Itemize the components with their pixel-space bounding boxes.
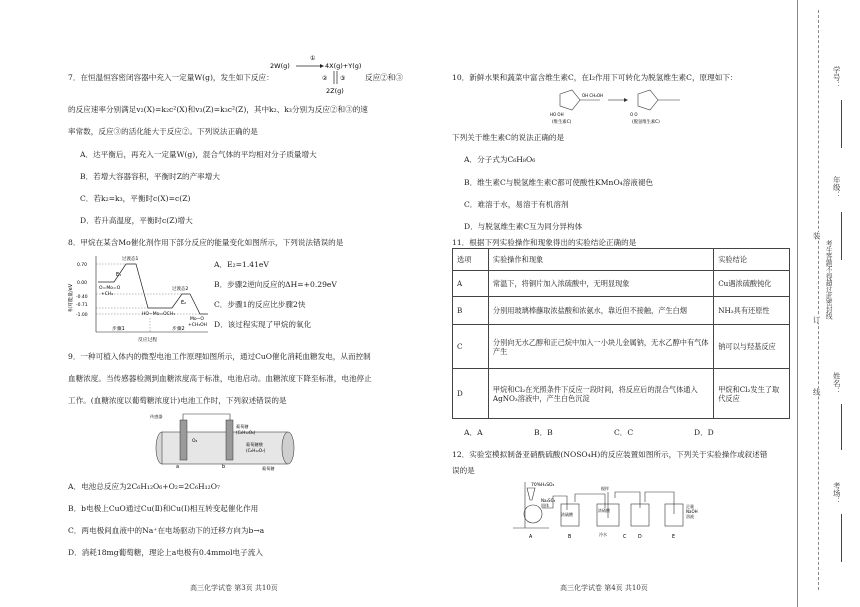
- seal-char-2: 订: [812, 316, 822, 324]
- q11-table: [452, 248, 790, 419]
- table-cell: 分别向无水乙醇和正己烷中加入一小块儿金属钠，无水乙醇中有气体产生: [488, 325, 713, 369]
- q8-option-d: D．该过程实现了甲烷的氧化: [214, 320, 312, 329]
- tick-neg1.00: -1.00: [76, 313, 88, 318]
- table-header: 实验操作和现象: [488, 249, 713, 271]
- wire: [183, 414, 230, 420]
- graph-xlabel: 反应过程: [138, 338, 158, 343]
- table-cell: C: [453, 325, 489, 369]
- label-s3b: +CH₃OH: [188, 323, 208, 328]
- label-A: A: [529, 535, 533, 540]
- seal-line: [818, 10, 819, 590]
- q7-line2: 的反应速率分别满足v₂(X)=k₂c²(X)和v₃(Z)=k₃c²(Z)，其中k₂、k₃分别为反应②和③的速: [68, 105, 368, 114]
- q9-option-a: A．电池总反应为2C₆H₁₂O₆+O₂=2C₆H₁₂O₇: [68, 482, 220, 491]
- q9-battery-figure: [150, 412, 300, 472]
- label-step1: 步骤1: [112, 327, 125, 332]
- q10-option-a: A．分子式为C₆H₈O₆: [464, 155, 536, 164]
- field-room-input[interactable]: [841, 514, 842, 562]
- vc-ring: [560, 90, 580, 110]
- field-room-label: 考场：: [832, 482, 842, 505]
- q12-apparatus: [505, 478, 705, 542]
- label-cold: 冷水: [599, 532, 607, 537]
- scheme-w: 2W(g): [270, 62, 290, 70]
- label-ts1: 过渡态1: [122, 257, 139, 262]
- table-cell: D: [453, 369, 489, 419]
- label-E: E: [672, 535, 676, 540]
- scheme-z: 2Z(g): [326, 87, 344, 95]
- label-D: D: [638, 535, 642, 540]
- electrode-b: [226, 420, 233, 460]
- scheme-x: 4X(g)+Y(g): [325, 62, 362, 70]
- seal-char-1: 装: [812, 232, 822, 240]
- table-row: [453, 369, 790, 419]
- q10-option-d: D．与脱氢维生素C互为同分异构体: [464, 222, 583, 231]
- q7-option-b: B．若增大容器容积，平衡时Z的产率增大: [80, 172, 220, 181]
- table-cell: 分别用玻璃棒蘸取浓盐酸和浓氨水，靠近但不接触，产生白烟: [488, 297, 713, 325]
- label-e1: E₁: [116, 272, 122, 278]
- arrowhead-1: [320, 64, 324, 68]
- scheme-n1: ①: [310, 55, 316, 62]
- label-s1: O=Mo=O: [99, 286, 121, 291]
- q8-energy-diagram: [68, 252, 213, 344]
- seal-char-3: 线: [812, 388, 822, 396]
- q12-line2: 误的是: [452, 466, 475, 475]
- q9-line3: 工作。(血糖浓度以葡萄糖浓度计)电池工作时，下列叙述错误的是: [68, 396, 287, 405]
- q7-option-a: A．达平衡后，再充入一定量W(g)，混合气体的平均相对分子质量增大: [80, 150, 317, 159]
- q7-line3: 率常数，反应③的活化能大于反应②。下列说法正确的是: [68, 127, 258, 136]
- q10-structures: [540, 86, 690, 124]
- table-cell: 钠可以与羟基反应: [714, 325, 790, 369]
- label-naoh-3: 溶液: [686, 514, 694, 519]
- label-stir: 搅拌: [601, 486, 609, 491]
- label-acid: 70%H₂SO₄: [531, 483, 555, 488]
- seal-note: 考生答题不得超过此密封线: [824, 240, 833, 320]
- footer-page-4: 高三化学试卷 第4页 共10页: [560, 584, 648, 592]
- label-gluconic-formula: (C₆H₁₂O₇): [246, 448, 266, 453]
- q11-answer-c: C．C: [614, 428, 634, 437]
- q11-answer-b: B．B: [534, 428, 553, 437]
- table-row: [453, 297, 790, 325]
- field-grade-input[interactable]: [841, 212, 842, 260]
- field-grade-label: 年级：: [832, 176, 842, 199]
- table-cell: 甲烷和Cl₂发生了取代反应: [714, 369, 790, 419]
- table-header: 实验结论: [714, 249, 790, 271]
- q10-question: 下列关于维生素C的说法正确的是: [452, 133, 565, 142]
- table-row: [453, 271, 790, 297]
- field-student-id-input[interactable]: [841, 100, 842, 148]
- table-header: 选项: [453, 249, 489, 271]
- q11-stem: 11．根据下列实验操作和现象得出的实验结论正确的是: [452, 238, 637, 247]
- q7-option-c: C．若k₂=k₃，平衡时c(X)=c(Z): [80, 194, 191, 203]
- label-naoh-1: 足量: [686, 504, 694, 509]
- funnel: [527, 488, 535, 500]
- label-C: C: [623, 535, 627, 540]
- table-cell: 甲烷和Cl₂在光照条件下反应一段时间，将反应后的混合气体通入AgNO₃溶液中，产生白色沉淀: [488, 369, 713, 419]
- q10-stem: 10．新鲜水果和蔬菜中富含维生素C，在I₂作用下可转化为脱氢维生素C，原理如下：: [452, 73, 738, 82]
- table-cell: NH₃具有还原性: [714, 297, 790, 325]
- flask-a: [524, 505, 542, 523]
- q10-option-c: C．难溶于水，易溶于有机溶剂: [464, 200, 569, 209]
- q8-option-c: C．步骤1的反应比步骤2快: [214, 300, 306, 309]
- label-naoh-2: NaOH: [686, 509, 698, 514]
- tick-0.70: 0.70: [77, 263, 88, 268]
- q7-option-d: D．若升高温度，平衡时c(Z)增大: [80, 216, 193, 225]
- label-gluconic: 葡萄糖酸: [246, 442, 263, 447]
- tick-0.00: 0.00: [77, 281, 88, 286]
- tube-bc: [575, 494, 605, 508]
- q11-answer-a: A．A: [464, 428, 483, 437]
- label-sensor: 传感器: [150, 414, 163, 419]
- label-glucose-bottom: 葡萄糖: [262, 466, 275, 471]
- tube-de: [645, 492, 674, 514]
- table-cell: A: [453, 271, 489, 297]
- label-b: b: [222, 464, 226, 470]
- label-conc: 浓硫酸: [561, 512, 573, 517]
- q9-option-c: C．两电极间血液中的Na⁺在电场驱动下的迁移方向为b→a: [68, 526, 265, 535]
- label-glucose: 葡萄糖: [236, 424, 249, 429]
- table-cell: B: [453, 297, 489, 325]
- field-name-label: 姓名：: [832, 372, 842, 395]
- reaction-arrowhead: [624, 98, 628, 102]
- label-e2: E₂: [181, 300, 187, 306]
- electrode-a: [180, 420, 187, 460]
- q9-line1: 9．一种可植入体内的微型电池工作原理如图所示，通过CuO催化消耗血糖发电，从而控制: [68, 352, 371, 361]
- tick-neg0.40: -0.40: [76, 295, 88, 300]
- vessel-end-right: [282, 432, 294, 464]
- label-solid: 固体: [541, 503, 549, 508]
- label-o2: O₂: [192, 439, 198, 444]
- vc-oh: HO OH: [550, 112, 564, 117]
- label-step2: 步骤2: [172, 327, 185, 332]
- q10-option-b: B．维生素C与脱氢维生素C都可使酸性KMnO₄溶液褪色: [464, 178, 654, 187]
- label-s2: HO−Mo=OCH₃: [142, 312, 175, 317]
- label-ts2: 过渡态2: [172, 287, 189, 292]
- dvc-o: O O: [630, 112, 638, 117]
- q9-option-d: D．消耗18mg葡萄糖，理论上a电极有0.4mmol电子流入: [68, 548, 263, 557]
- vc-chain-label: OH CH₂OH: [582, 93, 603, 98]
- label-s3: Mo−O: [190, 317, 204, 322]
- label-s1b: +CH₄: [101, 292, 114, 297]
- label-hno3: 浓硝酸: [598, 508, 610, 513]
- field-name-input[interactable]: [841, 404, 842, 450]
- footer-page-3: 高三化学试卷 第3页 共10页: [190, 584, 278, 592]
- label-glucose-formula: (C₆H₁₂O₆): [236, 430, 256, 435]
- table-cell: Cu遇浓硫酸钝化: [714, 271, 790, 297]
- scheme-n3: ③: [340, 75, 346, 82]
- label-dehydro-vitamin-c: (脱氢维生素C): [632, 120, 660, 124]
- dvc-ring: [638, 90, 658, 110]
- scheme-n2: ②: [322, 75, 328, 82]
- q9-option-b: B．b电极上CuO通过Cu(Ⅱ)和Cu(Ⅰ)相互转变起催化作用: [68, 504, 259, 513]
- table-header-row: [453, 249, 790, 271]
- label-a: a: [176, 464, 180, 470]
- label-B: B: [568, 535, 572, 540]
- q8-option-b: B．步骤2逆向反应的ΔH=+0.29eV: [214, 280, 337, 289]
- q8-stem: 8．甲烷在某含Mo催化剂作用下部分反应的能量变化如图所示，下列说法错误的是: [68, 238, 344, 247]
- table-cell: 常温下，将铜片加入浓硫酸中，无明显现象: [488, 271, 713, 297]
- label-vitamin-c: (维生素C): [552, 120, 572, 124]
- tick-neg0.71: -0.71: [76, 303, 88, 308]
- field-student-id-label: 学号：: [832, 66, 842, 89]
- graph-ylabel: 相对能量/eV: [68, 283, 74, 312]
- q8-option-a: A．E₂=1.41eV: [214, 260, 269, 269]
- q9-line2: 血糖浓度。当传感器检测到血糖浓度高于标准，电池启动。血糖浓度下降至标准，电池停止: [68, 374, 372, 383]
- q7-line1b: 反应②和③: [365, 73, 403, 82]
- q11-answer-d: D．D: [694, 428, 714, 437]
- table-row: [453, 325, 790, 369]
- q7-line1: 7．在恒温恒容密闭容器中充入一定量W(g)，发生如下反应：: [68, 73, 274, 82]
- q12-line1: 12．实验室模拟制备亚硝酰硫酸(NOSO₄H)的反应装置如图所示，下列关于实验操作或叙述错: [452, 450, 768, 459]
- label-na2so3: Na₂SO₃: [541, 498, 556, 503]
- q7-reaction-scheme: [270, 54, 380, 96]
